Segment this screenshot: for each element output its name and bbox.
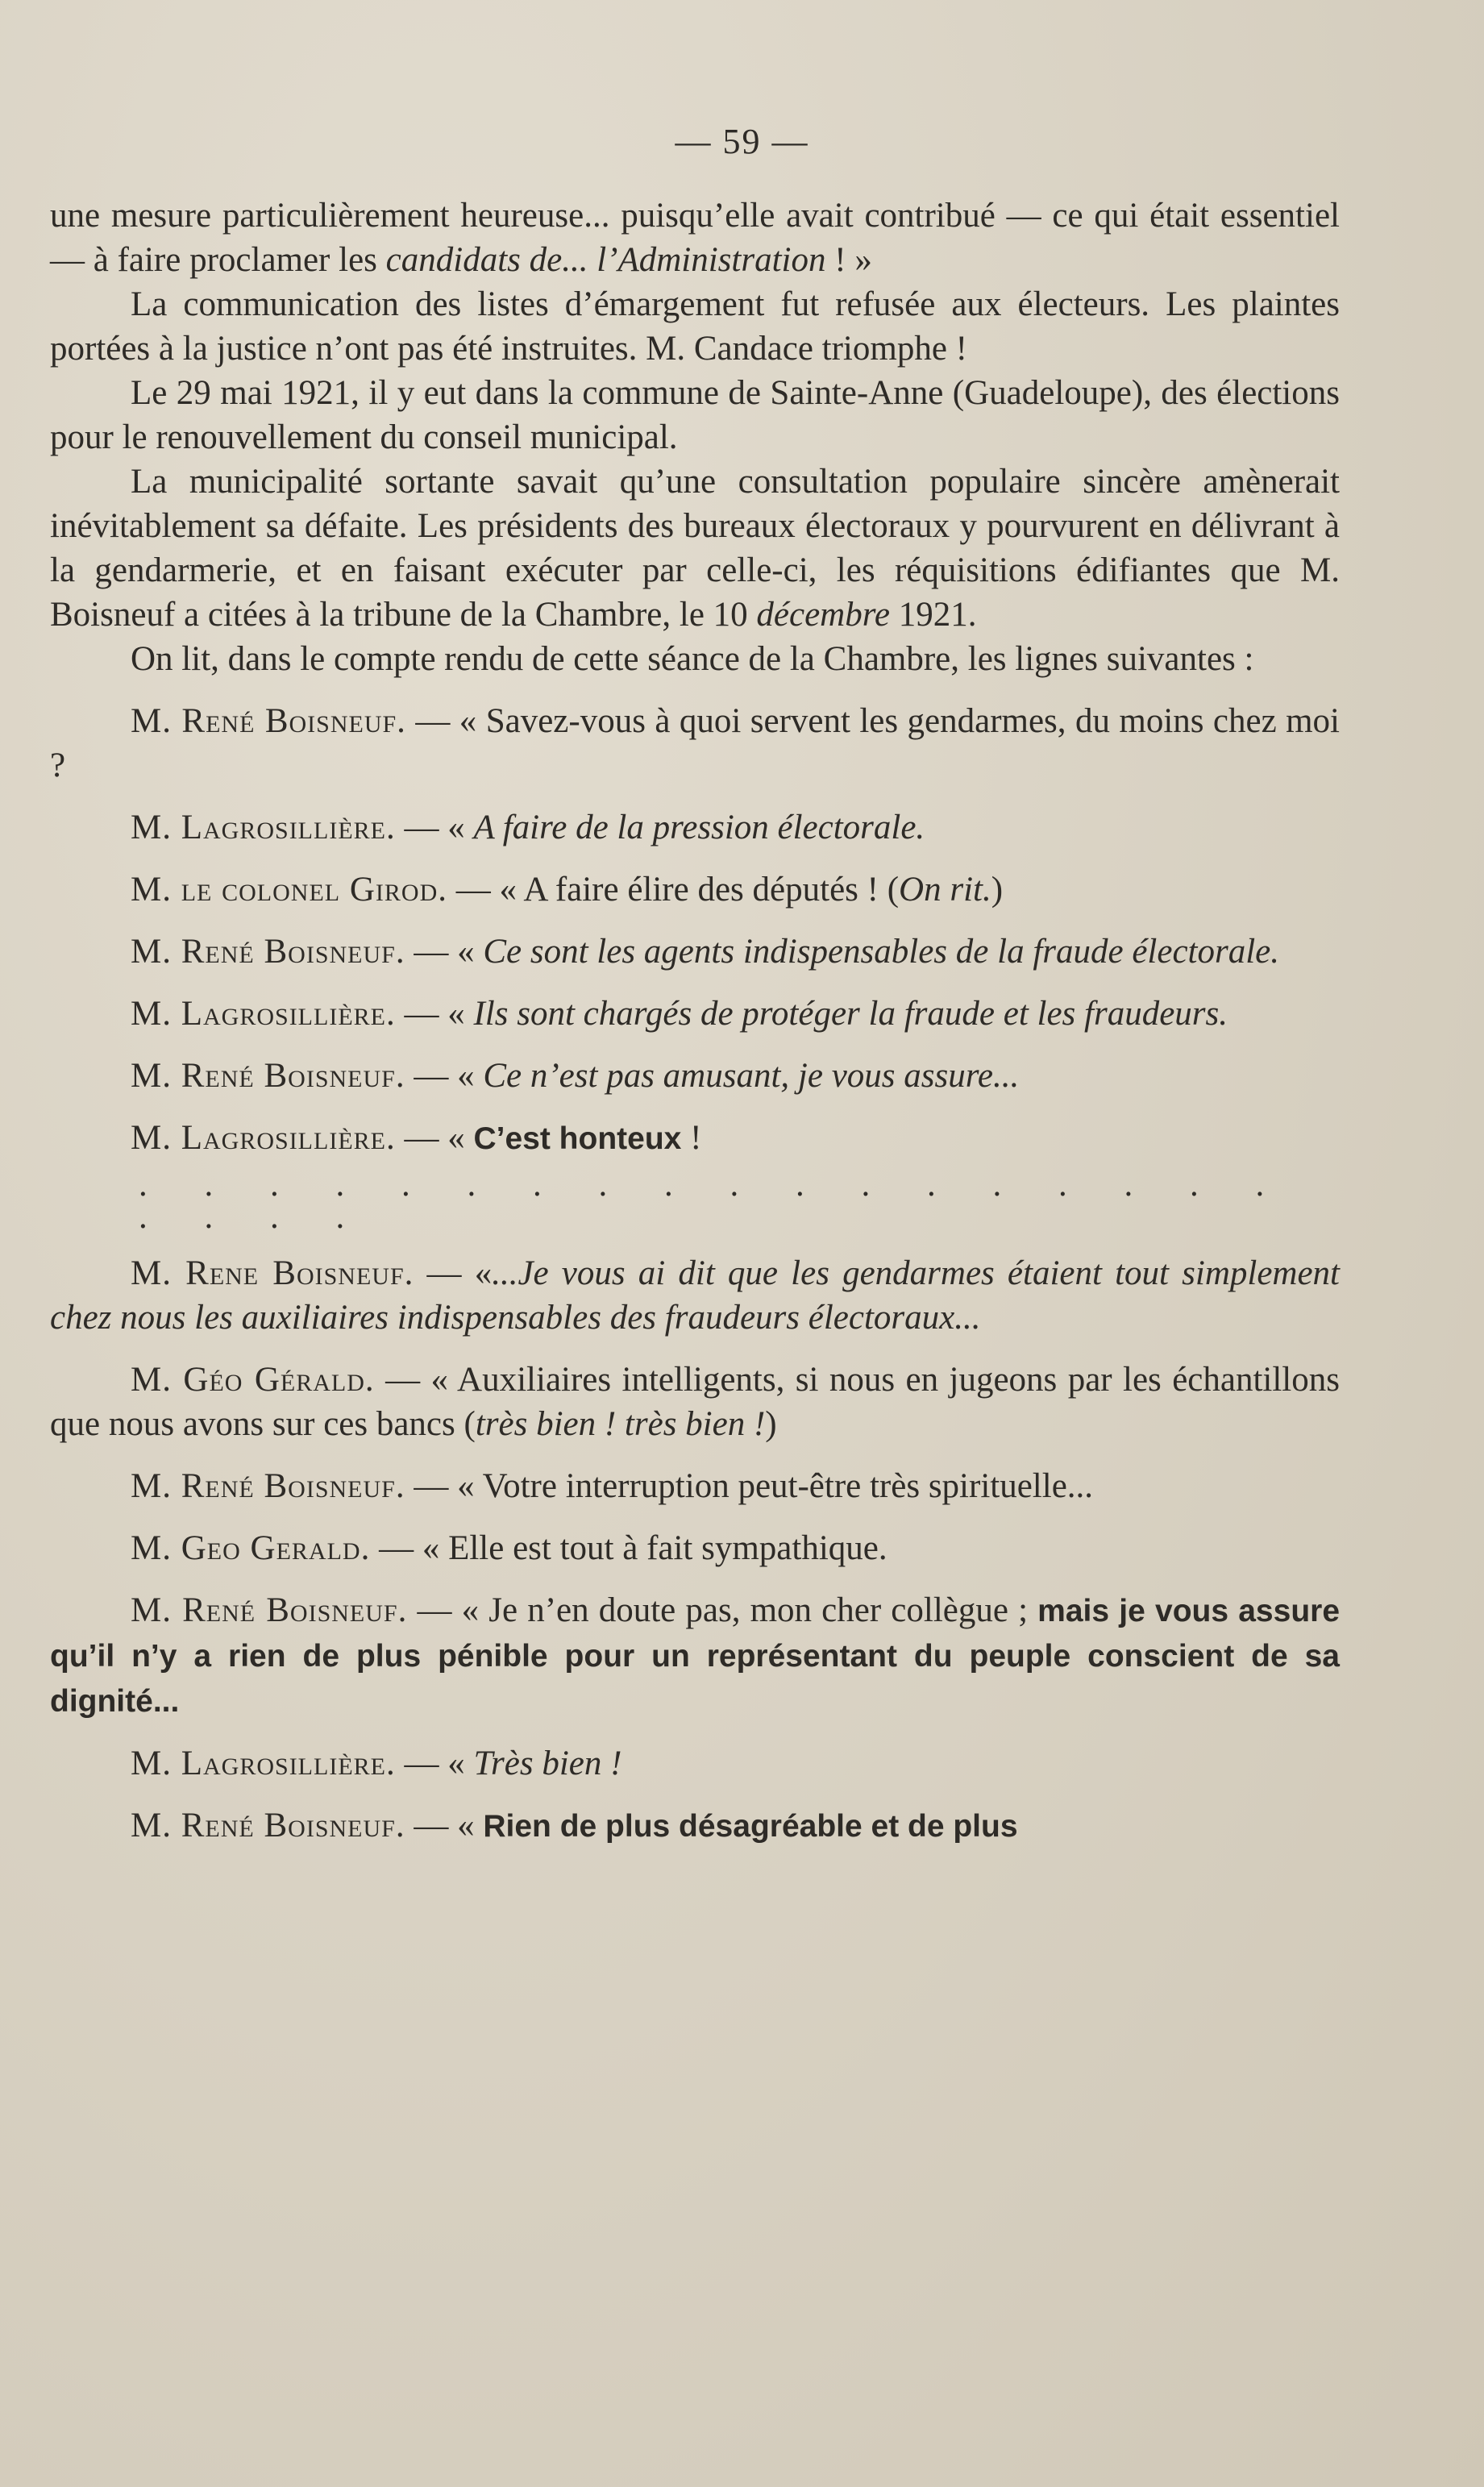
dialogue-dash: — « [414,1254,493,1292]
page-body [50,193,1340,1849]
speaker-name: M. René Boisneuf. [131,702,406,740]
paragraph-1-text: une mesure particulièrement heureuse... puisqu’elle avait contribué — ce qui était essentiel — à faire proclamer les [50,197,1340,279]
dialogue-line [50,992,1340,1036]
dialogue-line [50,1054,1340,1098]
dialogue-dash: — « [395,995,474,1033]
speaker-name: M. René Boisneuf. [131,1467,405,1505]
paragraph-1-end: ! » [825,241,872,279]
dialogue-line [50,867,1340,912]
dialogue-dash: — « [405,1807,484,1844]
dialogue-text: Auxiliaires intelligents, si nous en jugeons par les échantillons que nous avons sur ces bancs ( [50,1361,1340,1443]
speaker-name: M. René Boisneuf. [131,1591,408,1629]
dialogue-text: Elle est tout à fait sympathique. [448,1529,887,1567]
speaker-name: M. Lagrosillière. [131,1745,396,1782]
speaker-name: M. Géo Gérald. [131,1361,375,1399]
paragraph-1 [50,193,1340,282]
paragraph-4-end: 1921. [889,596,977,634]
dialogue-dash: — « [405,702,486,740]
dialogue-text: ...Je vous ai dit que les gendarmes étaient tout simplement chez nous les auxiliaires indispensables des fraudeurs électoraux... [50,1254,1340,1337]
dialogue-line [50,1526,1340,1570]
dialogue-dash: — « [374,1361,458,1399]
dialogue-dash: — « [405,933,484,971]
dialogue-line [50,1358,1340,1446]
dialogue-line [50,1588,1340,1724]
dialogue-text: A faire de la pression électorale. [473,809,925,846]
dialogue-text: C’est honteux [473,1121,682,1156]
dialogue-text: Ce sont les agents indispensables de la fraude électorale. [483,933,1279,971]
speaker-name: M. le colonel Girod. [131,871,447,909]
dialogue-dash: — « [447,871,524,909]
dialogue-text: Ils sont chargés de protéger la fraude et les fraudeurs. [473,995,1228,1033]
paragraph-3: Le 29 mai 1921, il y eut dans la commune de Sainte-Anne (Guadeloupe), des élections pour le renouvellement du conseil municipal. [50,374,1340,456]
dialogue-aside: très bien ! très bien ! [475,1405,766,1443]
dialogue-dash: — « [395,809,474,846]
speaker-name: M. René Boisneuf. [131,933,405,971]
dialogue-text: Ce n’est pas amusant, je vous assure... [483,1057,1020,1095]
dialogue-close: ! [681,1119,702,1157]
paragraph-5: On lit, dans le compte rendu de cette séance de la Chambre, les lignes suivantes : [131,640,1254,678]
dialogue-line [50,1116,1340,1161]
dialogue-dash: — « [370,1529,449,1567]
dialogue-text: Savez-vous à quoi servent les gendarmes, du moins chez moi ? [50,702,1341,784]
dialogue-line [50,699,1340,788]
speaker-name: M. Lagrosillière. [131,1119,396,1157]
paragraph-4 [50,460,1340,637]
dialogue-dash: — « [395,1119,474,1157]
dialogue-bold-text: Rien de plus désagréable et de plus [483,1809,1018,1844]
dialogue-dash: — « [405,1467,483,1505]
ellipsis-separator: . . . . . . . . . . . . . . . . . . . . . . [139,1166,1289,1236]
speaker-name: M. Rene Boisneuf. [131,1254,414,1292]
dialogue-close: ) [991,871,1004,909]
dialogue-bold-text: mais je vous assure qu’il n’y a rien de plus pénible pour un représentant du peuple conscient de sa dignité... [50,1594,1341,1719]
dialogue-aside: On rit. [899,871,991,909]
dialogue-line [50,1803,1340,1849]
dialogue-line [50,805,1340,850]
dialogue-text: Je n’en doute pas, mon cher collègue ; [488,1591,1038,1629]
speaker-name: M. Lagrosillière. [131,809,396,846]
paragraph-4-italic: décembre [756,596,890,634]
dialogue-dash: — « [405,1057,484,1095]
paragraph-4-text: La municipalité sortante savait qu’une consultation populaire sincère amènerait inévitablement sa défaite. Les présidents des bureaux électoraux y pourvurent en délivrant à la gendarmerie, et en faisant exécuter par celle-ci, les réquisitions édifiantes que M. Boisneuf a citées à la tribune de la Chambre, le 10 [50,463,1340,634]
speaker-name: M. René Boisneuf. [131,1807,405,1844]
dialogue-line [50,1741,1340,1786]
dialogue-text: Très bien ! [473,1745,622,1782]
speaker-name: M. Lagrosillière. [131,995,396,1033]
dialogue-dash: — « [407,1591,489,1629]
page-number: — 59 — [675,122,809,161]
speaker-name: M. René Boisneuf. [131,1057,405,1095]
dialogue-line [50,1464,1340,1508]
paragraph-1-italic: candidats de... l’Administration [385,241,826,279]
dialogue-line [50,1251,1340,1340]
speaker-name: M. Geo Gerald. [131,1529,371,1567]
dialogue-dash: — « [395,1745,474,1782]
dialogue-line [50,930,1340,974]
dialogue-text: A faire élire des députés ! ( [523,871,900,909]
dialogue-close: ) [765,1405,777,1443]
paragraph-2: La communication des listes d’émargement fut refusée aux électeurs. Les plaintes portées à la justice n’ont pas été instruites. M. Candace triomphe ! [50,285,1340,368]
dialogue-text: Votre interruption peut-être très spirituelle... [482,1467,1094,1505]
